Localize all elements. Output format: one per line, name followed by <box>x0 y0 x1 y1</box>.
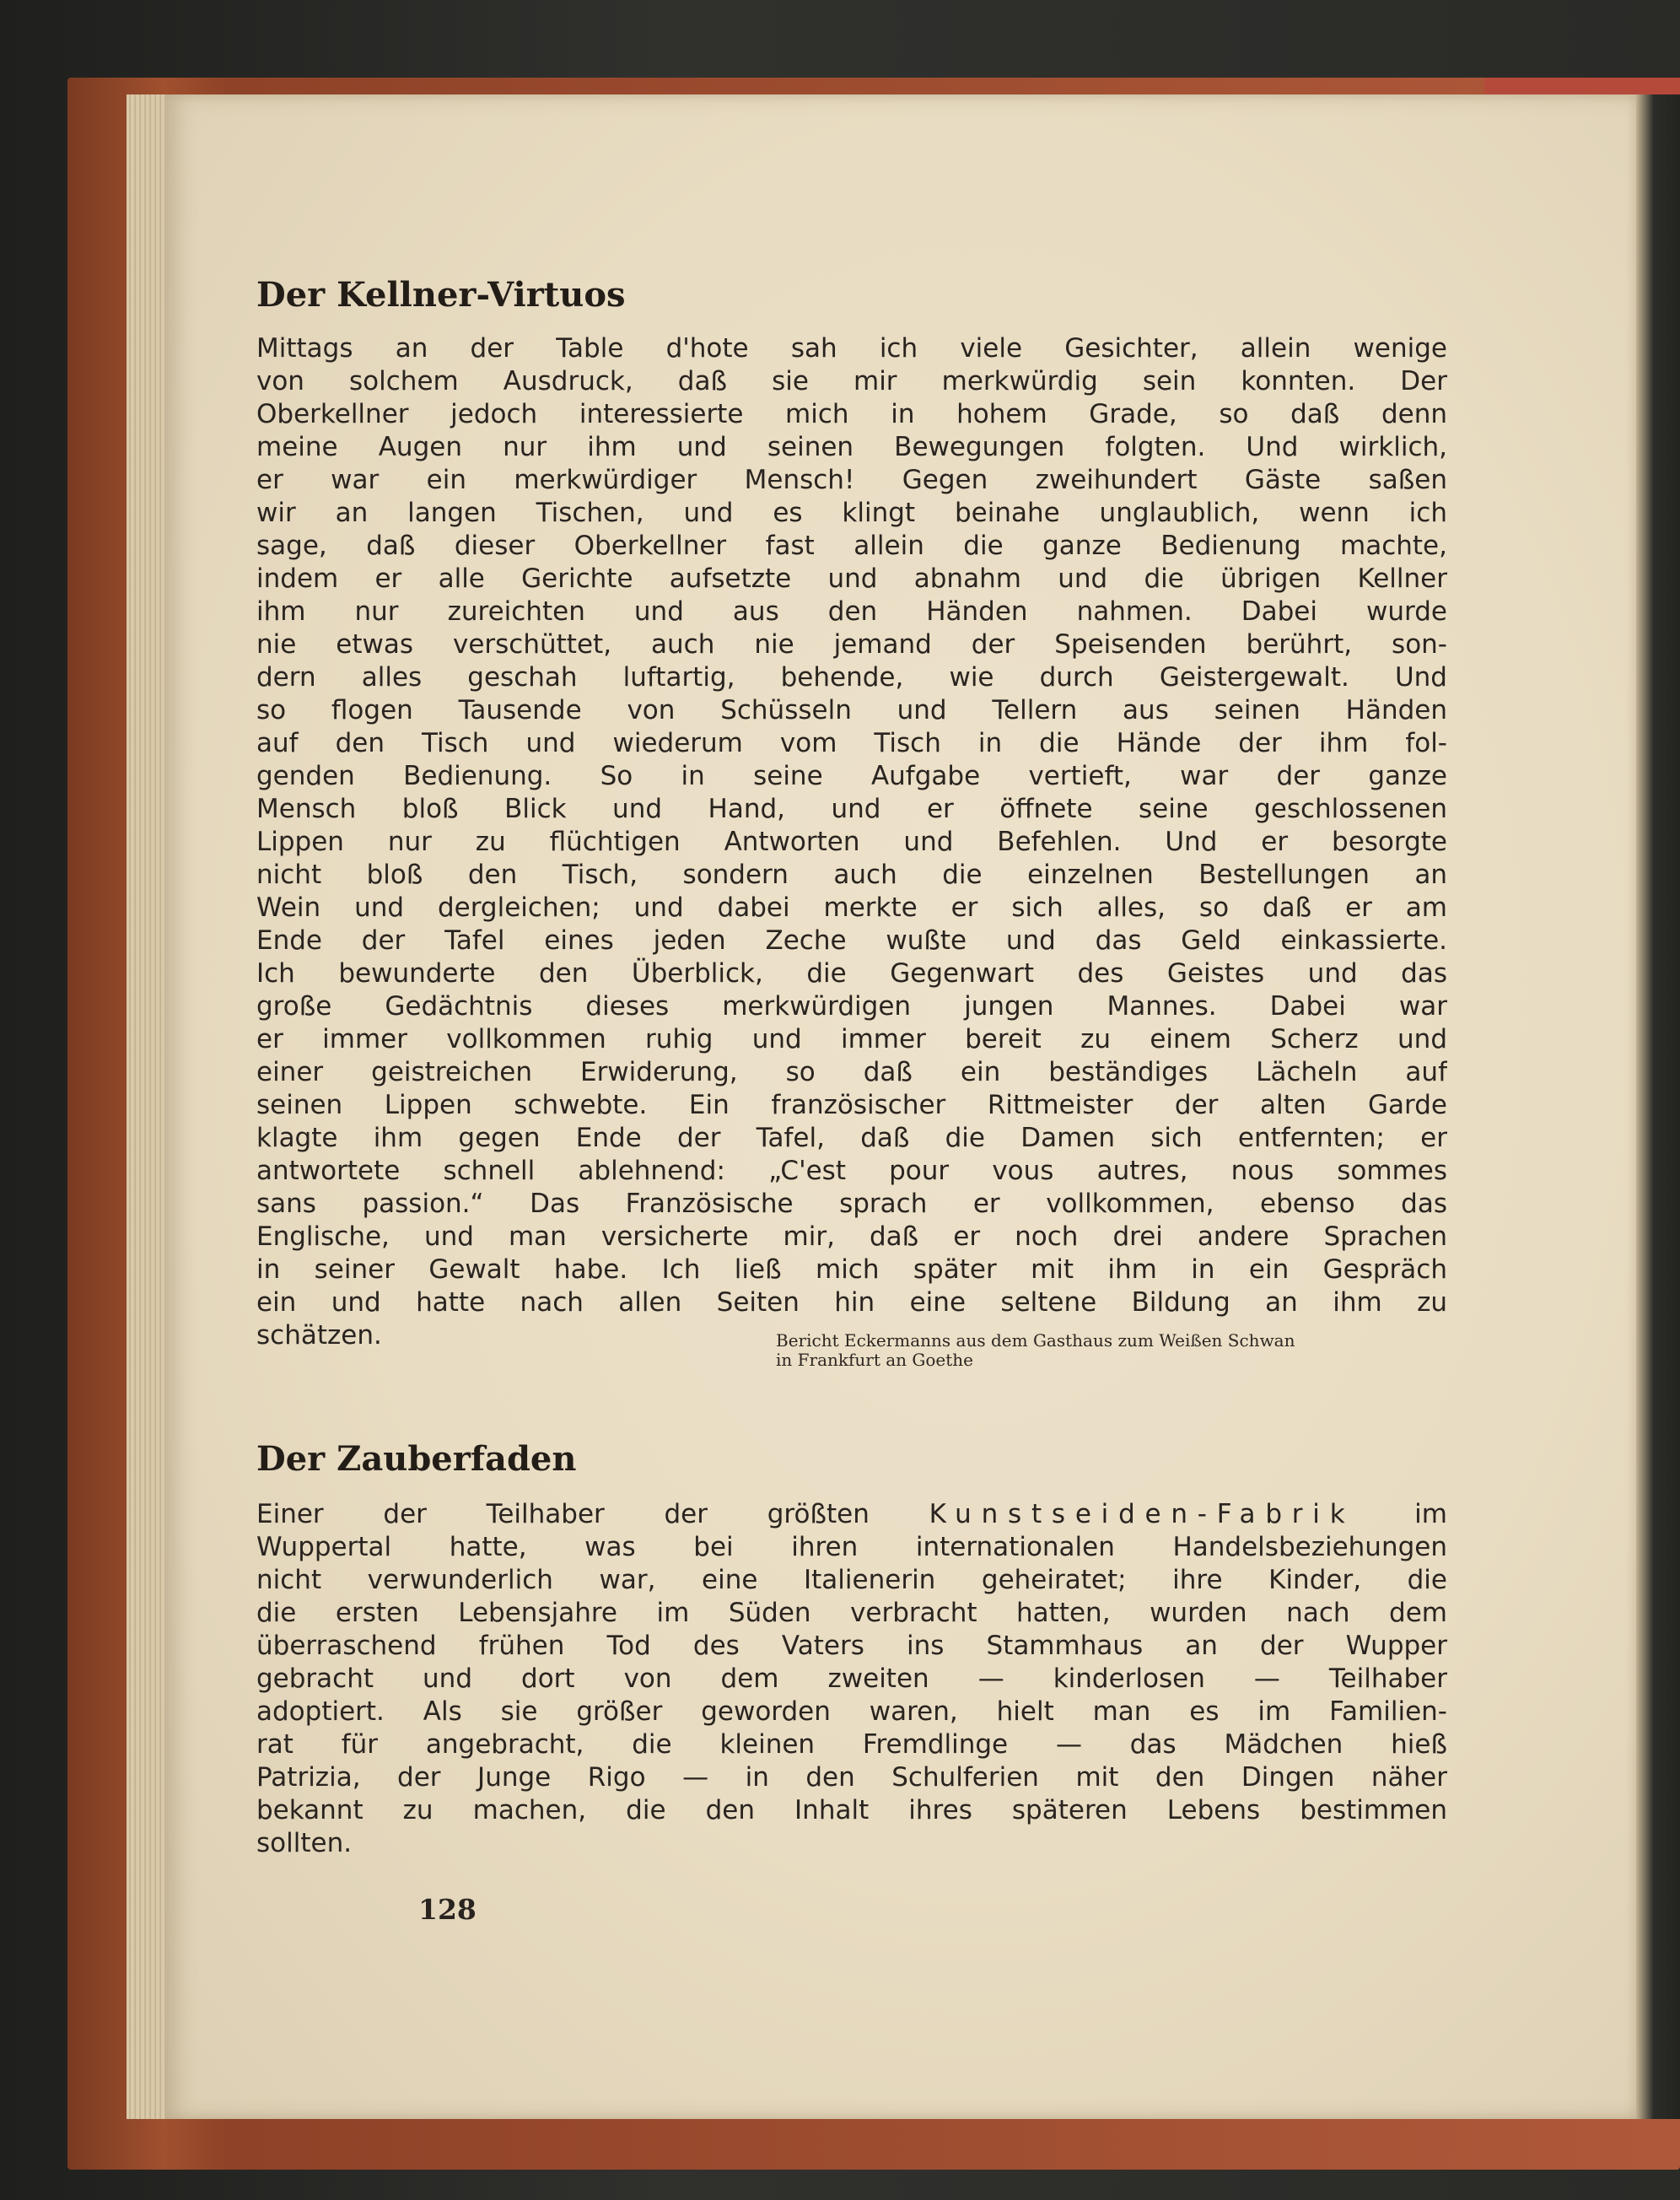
text-line: antwortete schnell ablehnend: „C'est pour vous autres, nous sommes <box>256 1156 1447 1186</box>
text-line: überraschend frühen Tod des Vaters ins Stammhaus an der Wupper <box>256 1631 1447 1661</box>
text-line: ein und hatte nach allen Seiten hin eine seltene Bildung an ihm zu <box>256 1287 1447 1318</box>
text-line: gebracht und dort von dem zweiten — kinderlosen — Teilhaber <box>256 1663 1447 1694</box>
section-body-zauberfaden <box>256 1498 1447 1860</box>
text-line: sans passion.“ Das Französische sprach er vollkommen, ebenso das <box>256 1189 1447 1219</box>
text-line: klagte ihm gegen Ende der Tafel, daß die Damen sich entfernten; er <box>256 1123 1447 1153</box>
text-line: bekannt zu machen, die den Inhalt ihres späteren Lebens bestimmen <box>256 1795 1447 1825</box>
text-line: Lippen nur zu flüchtigen Antworten und Befehlen. Und er besorgte <box>256 827 1447 857</box>
text-line: rat für angebracht, die kleinen Fremdlinge — das Mädchen hieß <box>256 1729 1447 1760</box>
text-line: schätzen. <box>256 1320 382 1351</box>
page-number: 128 <box>418 1893 477 1926</box>
text-line: genden Bedienung. So in seine Aufgabe vertieft, war der ganze <box>256 761 1447 791</box>
text-line: die ersten Lebensjahre im Süden verbracht hatten, wurden nach dem <box>256 1598 1447 1628</box>
text-line: Ich bewunderte den Überblick, die Gegenwart des Geistes und das <box>256 958 1447 989</box>
text-line: dern alles geschah luftartig, behende, wie durch Geistergewalt. Und <box>256 662 1447 693</box>
text-line: er war ein merkwürdiger Mensch! Gegen zweihundert Gäste saßen <box>256 465 1447 495</box>
text-line: Wein und dergleichen; und dabei merkte er sich alles, so daß er am <box>256 892 1447 923</box>
text-line: Ende der Tafel eines jeden Zeche wußte und das Geld einkassierte. <box>256 925 1447 956</box>
text-line: wir an langen Tischen, und es klingt beinahe unglaublich, wenn ich <box>256 498 1447 528</box>
text-line: adoptiert. Als sie größer geworden waren, hielt man es im Familien- <box>256 1696 1447 1727</box>
section-title-zauberfaden: Der Zauberfaden <box>256 1439 577 1479</box>
source-attribution <box>776 1331 1476 1370</box>
text-line: einer geistreichen Erwiderung, so daß ein beständiges Lächeln auf <box>256 1057 1447 1087</box>
emphasized-text: Kunstseiden-Fabrik <box>929 1499 1355 1529</box>
text-line <box>256 1498 1447 1531</box>
text-line: auf den Tisch und wiederum vom Tisch in die Hände der ihm fol- <box>256 728 1447 758</box>
text-line: Englische, und man versicherte mir, daß er noch drei andere Sprachen <box>256 1221 1447 1252</box>
text-line: nie etwas verschüttet, auch nie jemand der Speisenden berührt, son- <box>256 629 1447 660</box>
text-line: Patrizia, der Junge Rigo — in den Schulferien mit den Dingen näher <box>256 1762 1447 1793</box>
text-line: indem er alle Gerichte aufsetzte und abnahm und die übrigen Kellner <box>256 563 1447 594</box>
text-line: Oberkellner jedoch interessierte mich in hohem Grade, so daß denn <box>256 399 1447 429</box>
text-line: Mittags an der Table d'hote sah ich viele Gesichter, allein wenige <box>256 333 1447 364</box>
text-line: sollten. <box>256 1828 353 1858</box>
section-body-kellner-virtuos <box>256 332 1447 1352</box>
text-fragment: im <box>1354 1499 1447 1529</box>
text-line: meine Augen nur ihm und seinen Bewegungen folgten. Und wirklich, <box>256 432 1447 462</box>
text-line: nicht verwunderlich war, eine Italienerin geheiratet; ihre Kinder, die <box>256 1565 1447 1595</box>
text-line: seinen Lippen schwebte. Ein französischer Rittmeister der alten Garde <box>256 1090 1447 1120</box>
facing-page-edge <box>1636 94 1680 2119</box>
text-line: sage, daß dieser Oberkellner fast allein die ganze Bedienung machte, <box>256 531 1447 561</box>
text-line: in seiner Gewalt habe. Ich ließ mich später mit ihm in ein Gespräch <box>256 1254 1447 1285</box>
source-line: in Frankfurt an Goethe <box>776 1350 974 1370</box>
source-line: Bericht Eckermanns aus dem Gasthaus zum Weißen Schwan <box>776 1330 1295 1351</box>
section-title-kellner-virtuos: Der Kellner-Virtuos <box>256 275 626 315</box>
text-line: so flogen Tausende von Schüsseln und Tellern aus seinen Händen <box>256 695 1447 725</box>
text-line: Wuppertal hatte, was bei ihren internationalen Handelsbeziehungen <box>256 1532 1447 1562</box>
text-line: Mensch bloß Blick und Hand, und er öffnete seine geschlossenen <box>256 794 1447 824</box>
text-line: er immer vollkommen ruhig und immer bereit zu einem Scherz und <box>256 1024 1447 1054</box>
text-line: von solchem Ausdruck, daß sie mir merkwürdig sein konnten. Der <box>256 366 1447 396</box>
text-fragment: Einer der Teilhaber der größten <box>256 1499 929 1529</box>
text-line: nicht bloß den Tisch, sondern auch die einzelnen Bestellungen an <box>256 860 1447 890</box>
text-line: große Gedächtnis dieses merkwürdigen jungen Mannes. Dabei war <box>256 991 1447 1022</box>
text-line: ihm nur zureichten und aus den Händen nahmen. Dabei wurde <box>256 596 1447 627</box>
